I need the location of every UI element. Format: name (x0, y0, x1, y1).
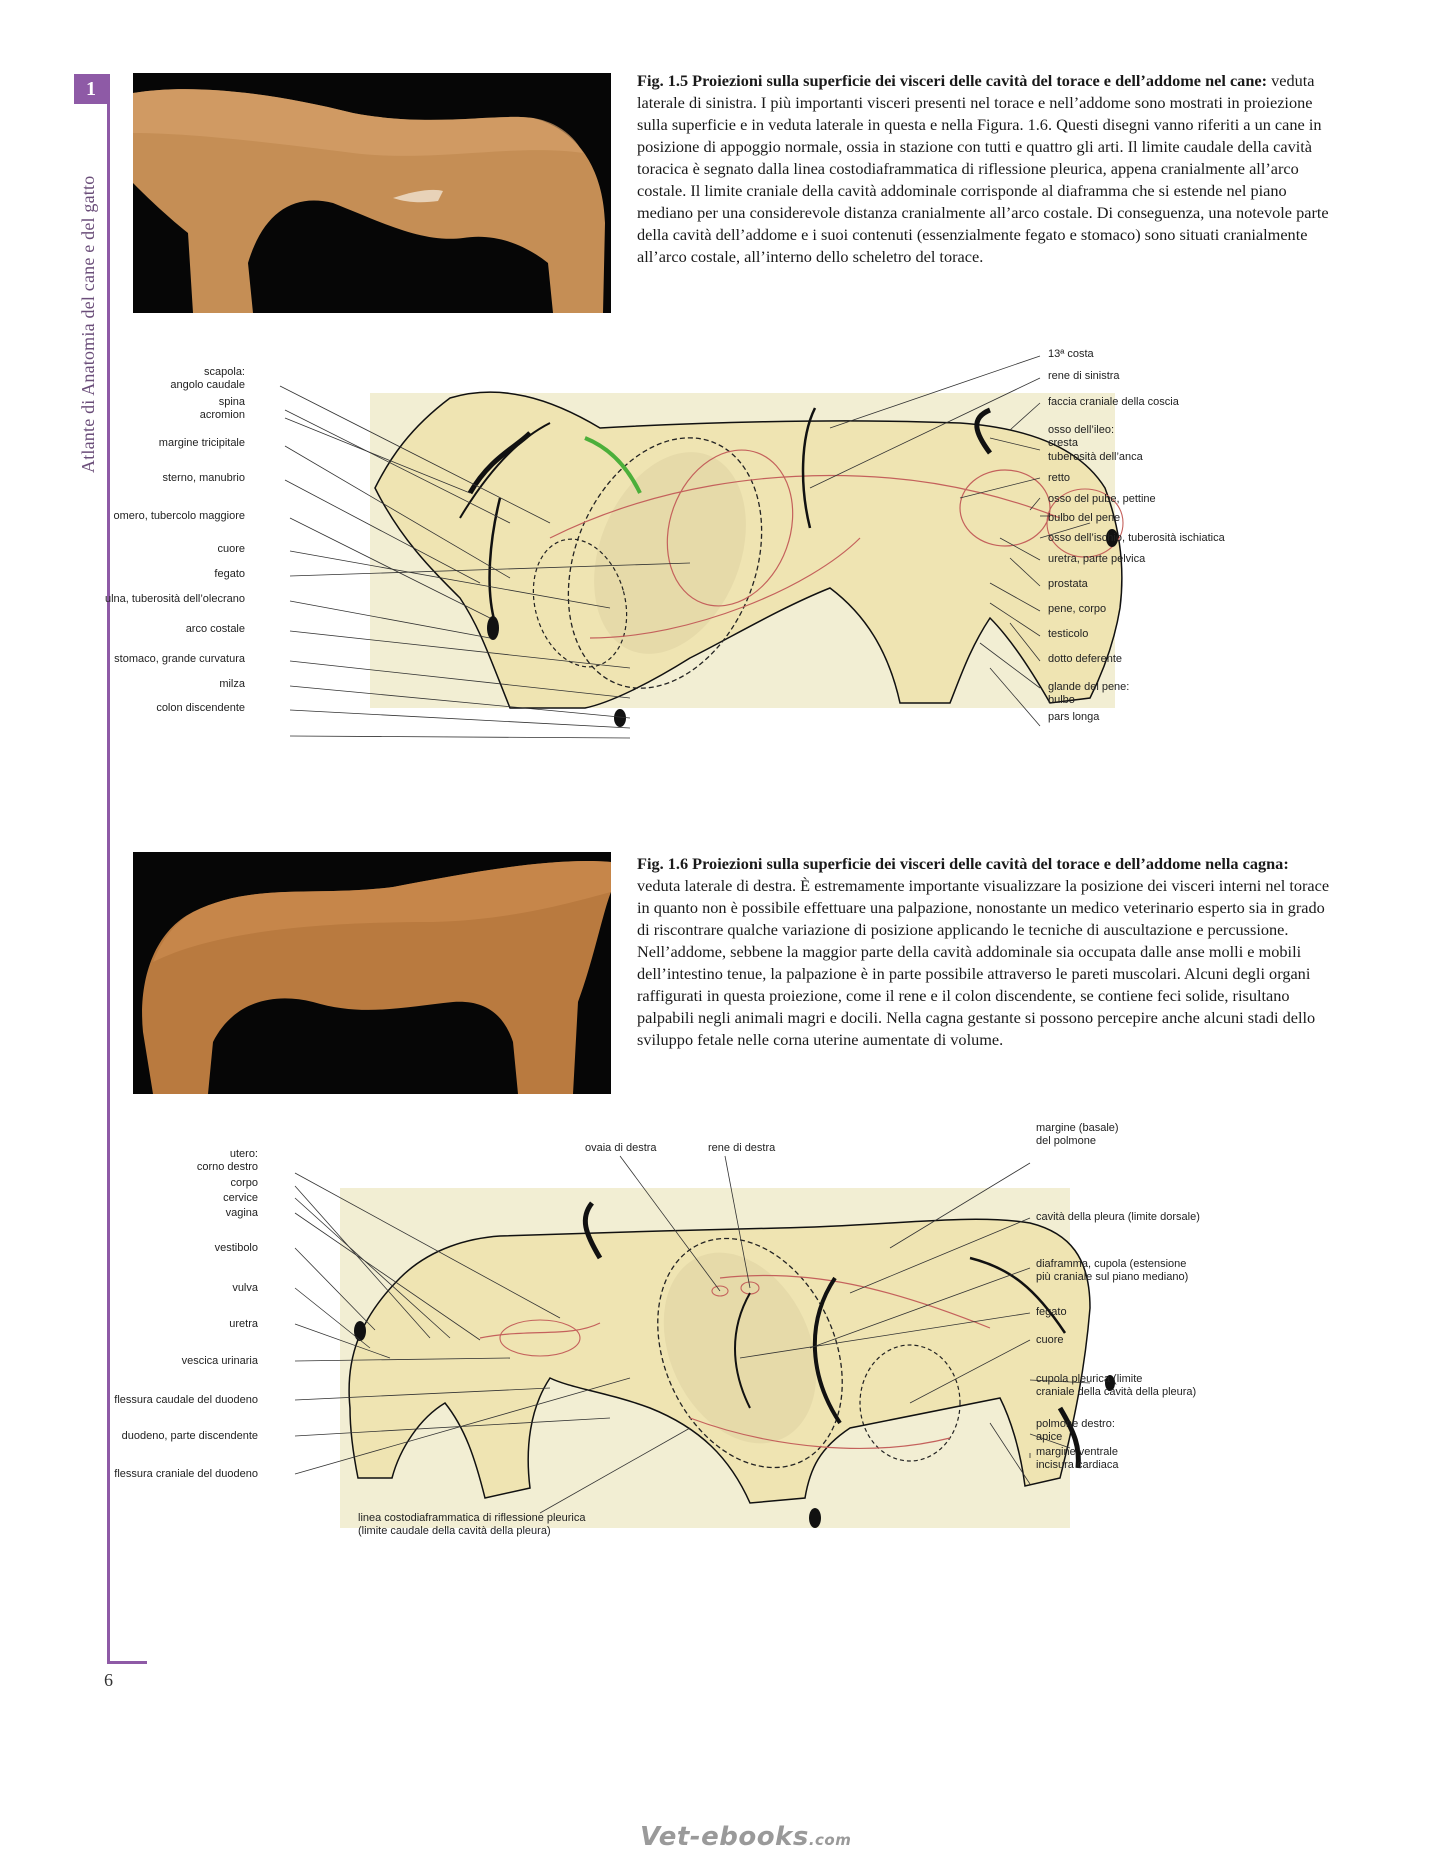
label-margine-ventrale: margine ventrale (1036, 1446, 1118, 1458)
label-stomaco: stomaco, grande curvatura (114, 653, 245, 665)
watermark-logo (640, 1822, 851, 1852)
label-vulva: vulva (232, 1282, 258, 1294)
label-faccia-craniale-coscia: faccia craniale della coscia (1048, 396, 1179, 408)
figure-1-5-photo (133, 73, 611, 313)
label-fegato-2: fegato (1036, 1306, 1067, 1318)
label-testicolo: testicolo (1048, 628, 1089, 640)
figure-1-6-diagram (114, 1118, 1260, 1588)
label-cupola-pleurica: cupola pleurica (limite (1036, 1373, 1143, 1385)
label-ovaia-destra: ovaia di destra (585, 1142, 657, 1154)
label-corno-destro: corno destro (196, 1161, 258, 1173)
figure-1-6-caption (637, 853, 1335, 1051)
label-rene-destra: rene di destra (708, 1142, 776, 1154)
figure-1-5-caption-title: Fig. 1.5 Proiezioni sulla superficie dei visceri delle cavità del torace e dell’addome nel cane: (637, 71, 1268, 90)
label-omero: omero, tubercolo maggiore (113, 510, 245, 522)
label-osso-ileo: osso dell’ileo: (1048, 424, 1115, 436)
label-arco-costale: arco costale (185, 623, 245, 635)
label-craniale-cavita-pleura: craniale della cavità della pleura) (1036, 1386, 1197, 1398)
label-ulna: ulna, tuberosità dell’olecrano (104, 593, 245, 605)
figure-1-6-caption-body: veduta laterale di destra. È estremamente importante visualizzare la posizione dei visceri interni nel torace in quanto non è possibile effettuare una palpazione, nonostante un medico veterinario esperto sia in grado di riscontrare qualche variazione di posizione applicando le tecniche di auscultazione e percussione. Nell’addome, sebbene la maggior parte della cavità addominale sia occupata dalle anse molli e mobili dell’intestino tenue, la palpazione è in parte possibile attraverso le pareti muscolari. Alcuni degli organi raffigurati in questa proiezione, come il rene e il colon discendente, se contiene feci solide, risultano palpabili negli animali magri e docili. Nella cagna gestante si possono percepire anche alcuni stadi dello sviluppo fetale nelle corna uterine aumentate di volume. (637, 876, 1330, 1049)
running-title: Atlante di Anatomia del cane e del gatto (78, 175, 98, 473)
label-rene-sinistra: rene di sinistra (1048, 370, 1120, 382)
label-limite-caudale: (limite caudale della cavità della pleura) (358, 1525, 551, 1537)
label-cresta: cresta (1048, 437, 1078, 449)
label-retto: retto (1048, 472, 1071, 484)
label-milza: milza (219, 678, 245, 690)
label-del-polmone: del polmone (1036, 1135, 1096, 1147)
label-sterno-manubrio: sterno, manubrio (162, 472, 245, 484)
label-cavita-pleura-dorsale: cavità della pleura (limite dorsale) (1036, 1211, 1200, 1223)
label-cuore-2: cuore (1036, 1334, 1064, 1346)
label-tuberosita-anca: tuberosità dell’anca (1048, 451, 1143, 463)
label-vestibolo: vestibolo (214, 1242, 258, 1254)
sidebar-foot-rule (107, 1661, 147, 1664)
label-pars-longa: pars longa (1048, 711, 1100, 723)
label-incisura-cardiaca: incisura cardiaca (1036, 1459, 1119, 1471)
figure-1-6-photo (133, 852, 611, 1094)
label-diaframma-cupola: diaframma, cupola (estensione (1036, 1258, 1187, 1270)
label-cervice: cervice (223, 1192, 258, 1204)
label-bulbo-pene: bulbo del pene (1048, 512, 1121, 524)
label-prostata: prostata (1048, 578, 1088, 590)
label-apice: apice (1036, 1431, 1063, 1443)
label-vagina: vagina (225, 1207, 258, 1219)
label-fegato: fegato (214, 568, 245, 580)
figure-1-6-caption-title: Fig. 1.6 Proiezioni sulla superficie dei visceri delle cavità del torace e dell’addome nella cagna: (637, 854, 1289, 873)
figure-1-5-caption-body: veduta laterale di sinistra. I più importanti visceri presenti nel torace e nell’addome sono mostrati in proiezione sulla superficie e in veduta laterale in questa e nella Figura. 1.6. Questi disegni vanno riferiti a un cane in posizione di appoggio normale, ossia in stazione con tutti e quattro gli arti. Il limite caudale della cavità toracica è segnato dalla linea costodiaframmatica di riflessione pleurica, appena cranialmente all’arco costale. Il limite craniale della cavità addominale corrisponde al diaframma che si estende nel piano mediano per una considerevole distanza cranialmente all’arco costale. Di conseguenza, una notevole parte della cavità dell’addome e i suoi contenuti (essenzialmente fegato e stomaco) sono situati cranialmente all’arco costale, all’interno dello scheletro del torace. (637, 71, 1329, 266)
figure-1-5-caption (637, 70, 1335, 268)
label-osso-pube: osso del pube, pettine (1048, 493, 1156, 505)
label-margine-basale: margine (basale) (1036, 1122, 1119, 1134)
label-cuore: cuore (217, 543, 245, 555)
label-piu-craniale: più craniale sul piano mediano) (1036, 1271, 1189, 1283)
label-colon-discendente: colon discendente (156, 702, 245, 714)
label-glande-pene: glande del pene: (1048, 681, 1130, 693)
label-uretra-pelvica: uretra, parte pelvica (1048, 553, 1146, 565)
label-duodeno-discendente: duodeno, parte discendente (121, 1430, 258, 1442)
label-osso-ischio: osso dell’ischio, tuberosità ischiatica (1048, 532, 1225, 544)
label-margine-tricipitale: margine tricipitale (158, 437, 245, 449)
watermark-suffix: .com (808, 1831, 852, 1849)
label-flessura-craniale-duodeno: flessura craniale del duodeno (114, 1468, 258, 1480)
label-pene-corpo: pene, corpo (1048, 603, 1107, 615)
label-acromion: acromion (199, 409, 245, 421)
label-vescica-urinaria: vescica urinaria (181, 1355, 258, 1367)
page-number: 6 (104, 1670, 113, 1690)
label-angolo-caudale: angolo caudale (170, 379, 245, 391)
label-bulbo: bulbo (1048, 694, 1075, 706)
label-linea-costodiaframmatica: linea costodiaframmatica di riflessione pleurica (358, 1512, 586, 1524)
label-utero: utero: (229, 1148, 258, 1160)
label-spina: spina (218, 396, 245, 408)
label-corpo: corpo (230, 1177, 258, 1189)
watermark-text: Vet-ebooks (640, 1822, 809, 1852)
sidebar-rule (107, 74, 110, 1664)
figure-1-5-diagram (104, 338, 1260, 778)
label-uretra: uretra (229, 1318, 258, 1330)
label-polmone-destro: polmone destro: (1036, 1418, 1115, 1430)
label-13-costa: 13ª costa (1048, 348, 1094, 360)
label-scapola: scapola: (204, 366, 245, 378)
label-dotto-deferente: dotto deferente (1048, 653, 1123, 665)
chapter-number: 1 (74, 74, 108, 104)
label-flessura-caudale-duodeno: flessura caudale del duodeno (114, 1394, 258, 1406)
